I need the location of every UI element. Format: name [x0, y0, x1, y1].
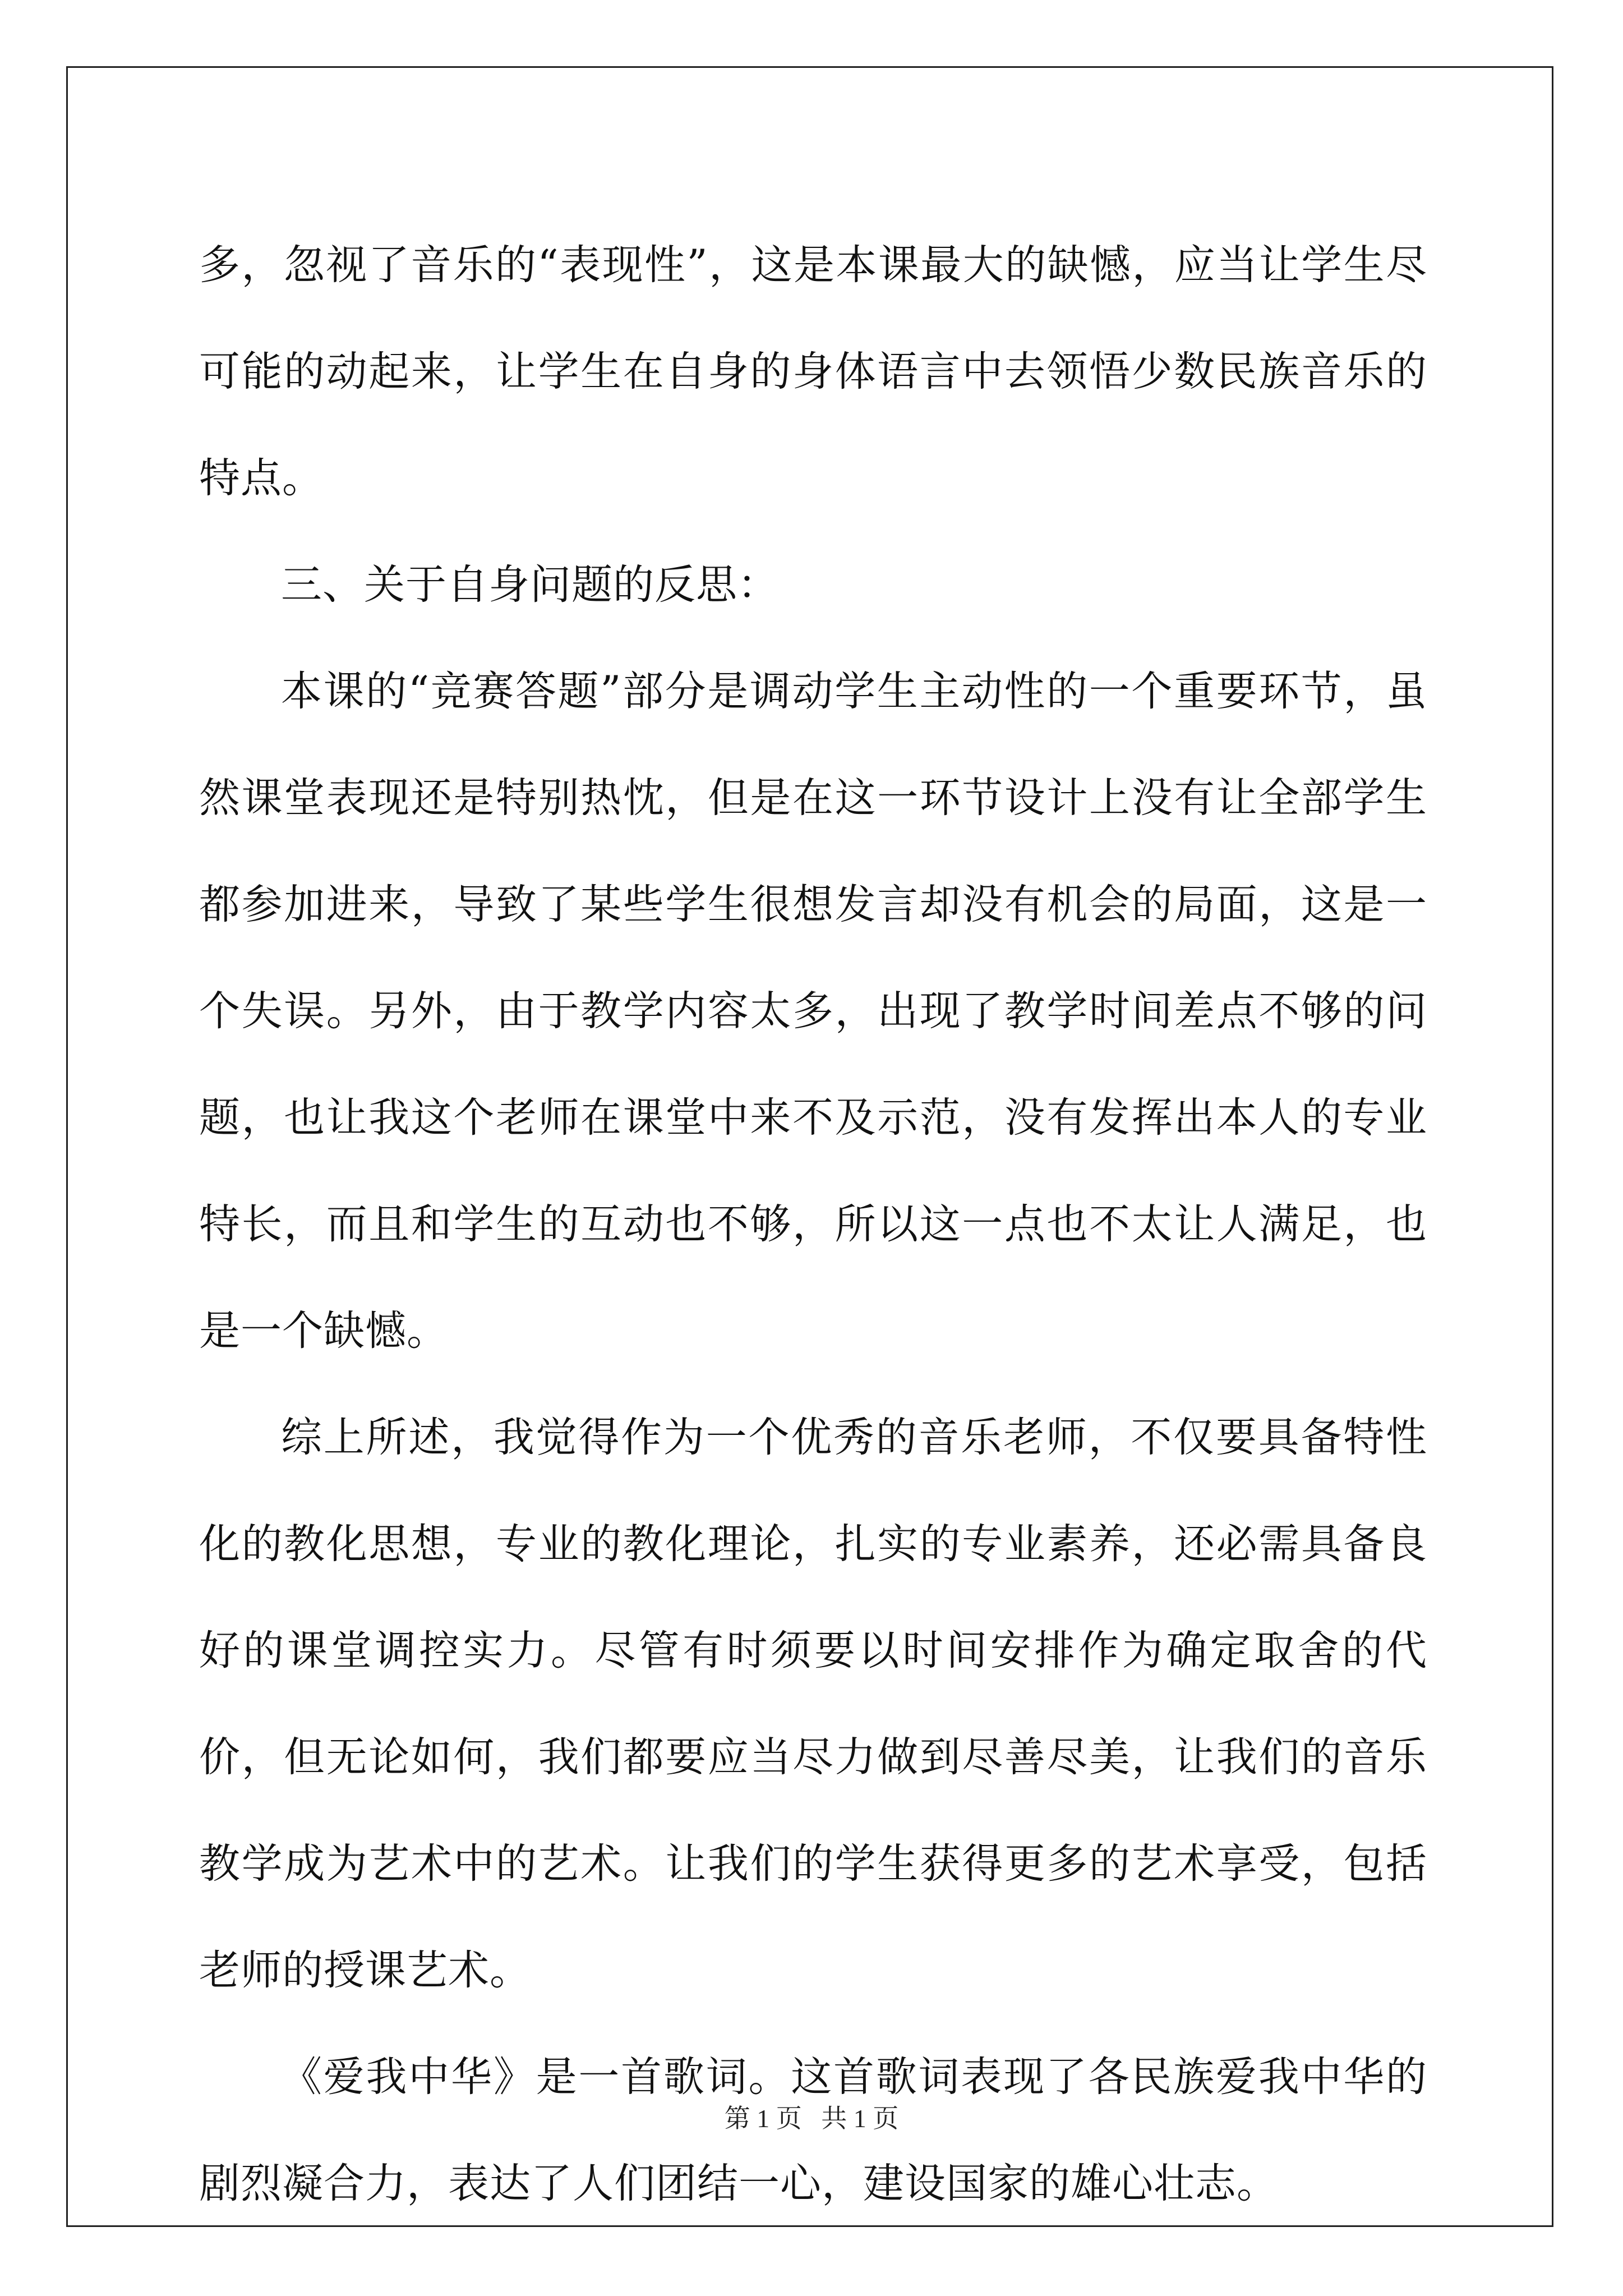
section-heading-self-reflection: 三、关于自身问题的反思：	[281, 561, 779, 609]
paragraph-summary: 综上所述，我觉得作为一个优秀的音乐老师，不仅要具备特性化的教化思想，专业的教化理论，扎实的专业素养，还必需具备良好的课堂调控实力。尽管有时须要以时间安排作为确定取舍的代价，但无论如何，我们都要应当尽力做到尽善尽美，让我们的音乐教学成为艺术中的艺术。让我们的学生获得更多的艺术享受，包括老师的授课艺术。	[199, 1414, 1427, 1994]
paragraph-song-intro: 《爱我中华》是一首歌词。这首歌词表现了各民族爱我中华的剧烈凝合力，表达了人们团结一心，建设国家的雄心壮志。	[199, 2053, 1427, 2207]
page-number-footer: 第 1 页 共 1 页	[724, 2104, 899, 2133]
paragraph-quiz-section: 本课的“竞赛答题”部分是调动学生主动性的一个重要环节，虽然课堂表现还是特别热忱，但是在这一环节设计上没有让全部学生都参加进来，导致了某些学生很想发言却没有机会的局面，这是一个失误。另外，由于教学内容太多，出现了教学时间差点不够的问题，也让我这个老师在课堂中来不及示范，没有发挥出本人的专业特长，而且和学生的互动也不够，所以这一点也不太让人满足，也是一个缺憾。	[199, 668, 1427, 1355]
paragraph-continuation: 多，忽视了音乐的“表现性”，这是本课最大的缺憾，应当让学生尽可能的动起来，让学生在自身的身体语言中去领悟少数民族音乐的特点。	[199, 241, 1427, 502]
document-body	[199, 212, 1427, 2237]
